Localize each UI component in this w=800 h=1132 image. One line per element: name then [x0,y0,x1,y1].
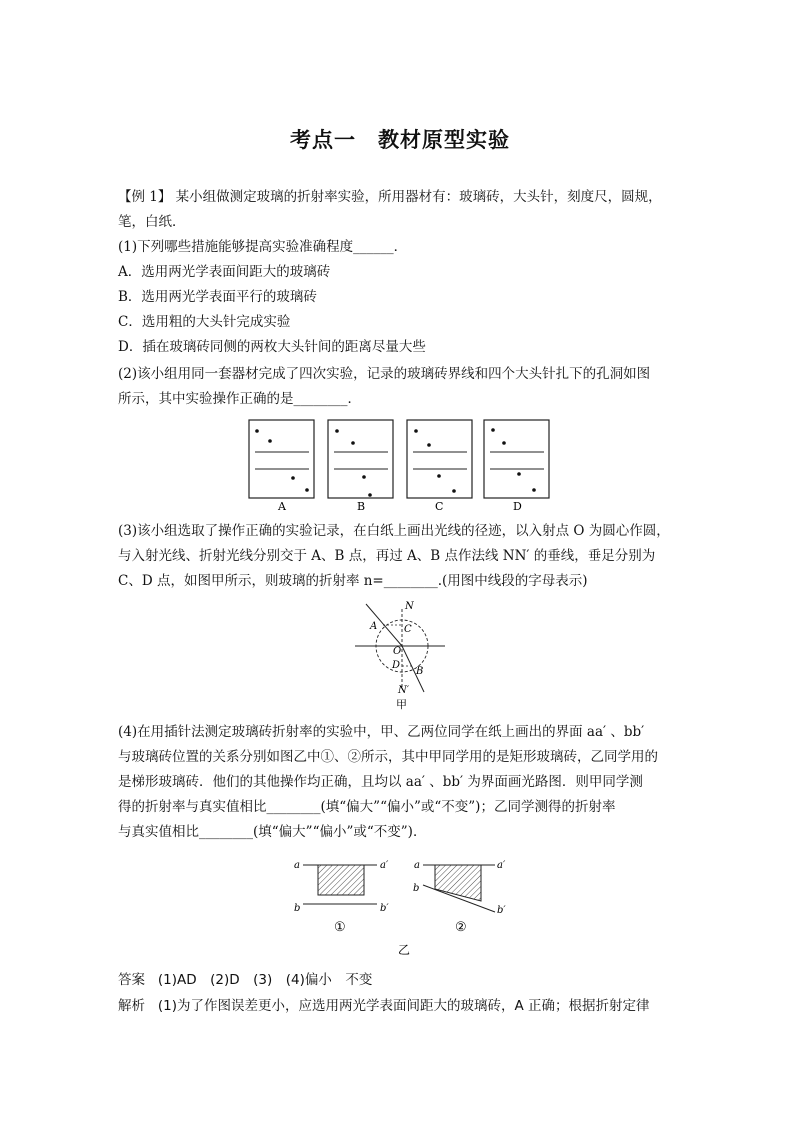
figure-2 [413,860,506,935]
question-3-line-3: C、D 点，如图甲所示，则玻璃的折射率 n=________.(用图中线段的字母表示) [118,573,588,589]
label-o: O [393,646,402,657]
example-line-1: 【例 1】 某小组做测定玻璃的折射率实验，所用器材有：玻璃砖，大头针，刻度尺，圆规， [118,189,662,205]
option-c: C．选用粗的大头针完成实验 [118,314,291,330]
label-n-prime: N′ [398,685,410,696]
label-a-prime-2: a′ [497,860,506,871]
question-4-line-2: 与玻璃砖位置的关系分别如图乙中①、②所示，其中甲同学用的是矩形玻璃砖，乙同学用的 [118,749,658,765]
question-2-line-1: (2)该小组用同一套器材完成了四次实验，记录的玻璃砖界线和四个大头针扎下的孔洞如图 [118,366,651,382]
answer-label: 答案 [118,972,145,988]
label-b-1: b [294,903,301,914]
box-label-a: A [278,500,286,513]
label-a-1: a [294,860,300,871]
question-3-line-1: (3)该小组选取了操作正确的实验记录，在白纸上画出光线的径迹，以入射点 O 为圆心作圆， [118,523,670,539]
option-d: D．插在玻璃砖同侧的两枚大头针间的距离尽量大些 [118,339,426,355]
question-1: (1)下列哪些措施能够提高实验准确程度______． [118,239,408,255]
label-b-prime-2: b′ [497,905,506,916]
label-sub-1: ① [334,920,346,935]
label-a-2: a [414,860,420,871]
box-label-d: D [513,500,522,513]
box-a [249,420,314,498]
box-label-b: B [357,500,366,513]
caption-yi: 乙 [398,943,411,957]
section-title: 考点一 教材原型实验 [290,128,510,152]
box-d [484,420,549,498]
answer-line [118,970,688,990]
label-c: C [404,624,412,635]
analysis-text: (1)为了作图误差更小，应选用两光学表面间距大的玻璃砖，A 正确；根据折射定律 [157,998,650,1014]
label-b-2: b [413,883,420,894]
question-3-line-2: 与入射光线、折射光线分别交于 A、B 点，再过 A、B 点作法线 NN′ 的垂线，垂足分别为 [118,548,656,564]
refraction-figure-jia [350,596,450,714]
label-b-prime-1: b′ [380,903,389,914]
example-line-2: 笔，白纸． [118,214,186,230]
box-c [407,420,472,498]
caption-jia: 甲 [396,698,407,711]
analysis-line [118,996,688,1016]
option-b: B．选用两光学表面平行的玻璃砖 [118,289,317,305]
label-sub-2: ② [455,920,467,935]
question-4-line-1: (4)在用插针法测定玻璃砖折射率的实验中，甲、乙两位同学在纸上画出的界面 aa′ 、bb′ [118,724,645,740]
pin-holes-figure [240,414,560,514]
question-4-line-3: 是梯形玻璃砖．他们的其他操作均正确，且均以 aa′ 、bb′ 为界面画光路图．则甲同学测 [118,774,643,790]
label-n: N [405,601,414,612]
label-a-prime-1: a′ [380,860,389,871]
label-b: B [416,666,424,677]
interface-figure-yi [285,850,525,962]
box-b [328,420,393,498]
option-a: A．选用两光学表面间距大的玻璃砖 [118,264,331,280]
question-4-line-4: 得的折射率与真实值相比________(填“偏大”“偏小”或“不变”)；乙同学测得的折射率 [118,799,616,815]
box-label-c: C [435,500,444,513]
question-2-line-2: 所示，其中实验操作正确的是________． [118,391,361,407]
figure-1 [294,860,389,935]
analysis-label: 解析 [118,998,145,1014]
label-a: A [370,621,378,632]
question-4-line-5: 与真实值相比________(填“偏大”“偏小”或“不变”)． [118,824,427,840]
label-d: D [392,660,401,671]
answer-text: (1)AD (2)D (3) (4)偏小 不变 [157,972,373,988]
